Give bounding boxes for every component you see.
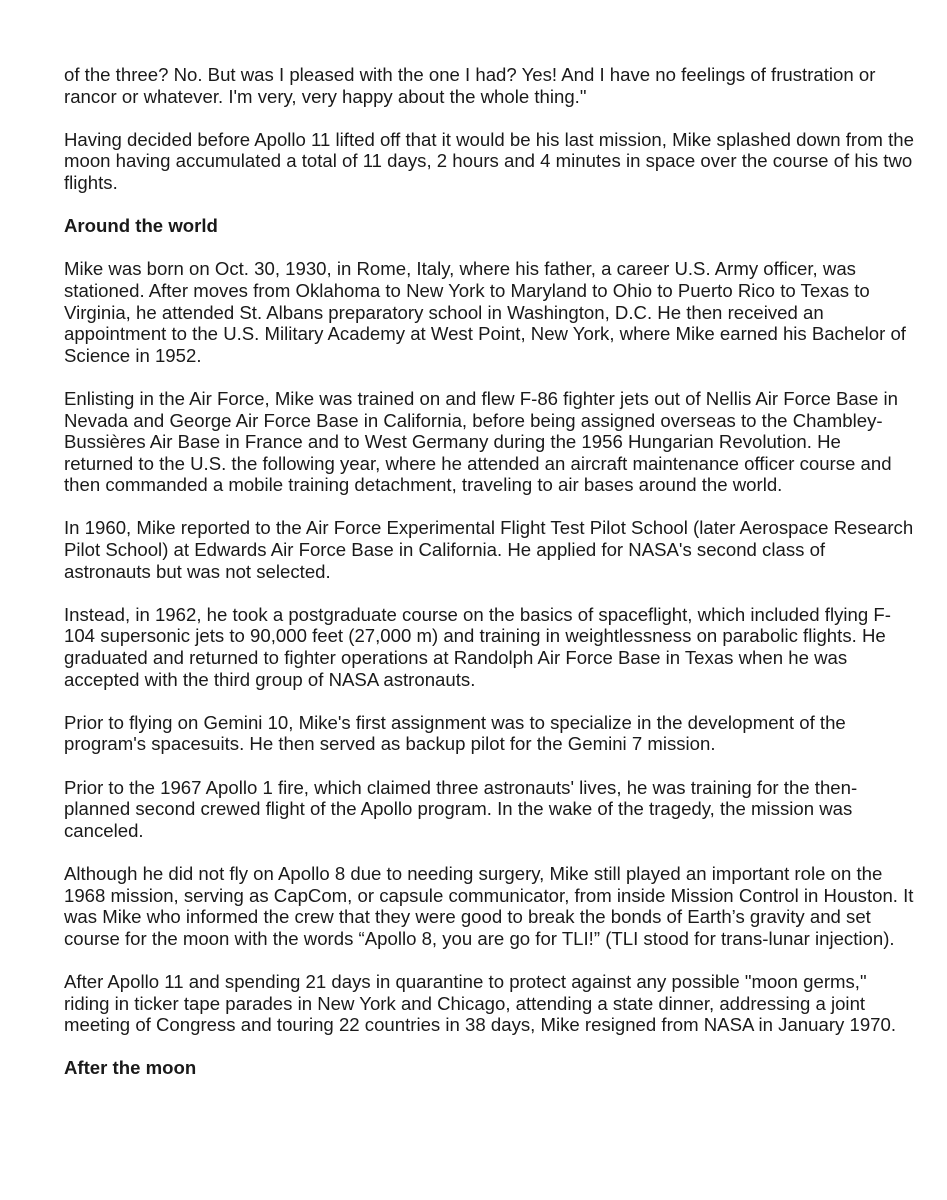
document-body — [64, 64, 914, 1101]
paragraph-test-pilot-school: In 1960, Mike reported to the Air Force Experimental Flight Test Pilot School (later Aerospace Research Pilot School) at Edwards Air Force Base in California. He applied for NASA's second class of astronauts but was not selected. — [64, 517, 914, 582]
paragraph-after-apollo-11: After Apollo 11 and spending 21 days in quarantine to protect against any possible "moon germs," riding in ticker tape parades in New York and Chicago, attending a state dinner, addressing a joint meeting of Congress and touring 22 countries in 38 days, Mike resigned from NASA in January 1970. — [64, 970, 897, 1036]
paragraph-birth: Mike was born on Oct. 30, 1930, in Rome, Italy, where his father, a career U.S. Army officer, was stationed. After moves from Oklahoma to New York to Maryland to Ohio to Puerto Rico to Texas to Virginia, he attended St. Albans preparatory school in Washington, D.C. He then received an appointment to the U.S. Military Academy at West Point, New York, where Mike earned his Bachelor of Science in 1952. — [64, 258, 906, 366]
paragraph-air-force: Enlisting in the Air Force, Mike was trained on and flew F-86 fighter jets out of Nellis Air Force Base in Nevada and George Air Force Base in California, before being assigned overseas to the Chambley-Bussières Air Base in France and to West Germany during the 1956 Hungarian Revolution. He returned to the U.S. the following year, where he attended an aircraft maintenance officer course and then commanded a mobile training detachment, traveling to air bases around the world. — [64, 387, 898, 496]
paragraph-gemini: Prior to flying on Gemini 10, Mike's first assignment was to specialize in the development of the program's spacesuits. He then served as backup pilot for the Gemini 7 mission. — [64, 711, 846, 755]
paragraph-apollo-8: Although he did not fly on Apollo 8 due to needing surgery, Mike still played an important role on the 1968 mission, serving as CapCom, or capsule communicator, from inside Mission Control in Houston. It was Mike who informed the crew that they were good to break the bonds of Earth’s gravity and set course for the moon with the words “Apollo 8, you are go for TLI!” (TLI stood for trans-lunar injection). — [64, 862, 914, 949]
section-heading-after-the-moon: After the moon — [64, 1057, 197, 1079]
paragraph-quote-ending: of the three? No. But was I pleased with the one I had? Yes! And I have no feelings of frustration or rancor or whatever. I'm very, very happy about the whole thing." — [64, 64, 876, 107]
paragraph-postgraduate-course: Instead, in 1962, he took a postgraduate course on the basics of spaceflight, which included flying F-104 supersonic jets to 90,000 feet (27,000 m) and training in weightlessness on parabolic flights. He graduated and returned to fighter operations at Randolph Air Force Base in Texas when he was accepted with the third group of NASA astronauts. — [64, 603, 891, 690]
paragraph-last-mission: Having decided before Apollo 11 lifted off that it would be his last mission, Mike splashed down from the moon having accumulated a total of 11 days, 2 hours and 4 minutes in space over the course of his two flights. — [64, 128, 914, 193]
paragraph-apollo-1: Prior to the 1967 Apollo 1 fire, which claimed three astronauts' lives, he was training for the then-planned second crewed flight of the Apollo program. In the wake of the tragedy, the mission was canceled. — [64, 776, 858, 841]
section-heading-around-the-world: Around the world — [64, 215, 218, 237]
